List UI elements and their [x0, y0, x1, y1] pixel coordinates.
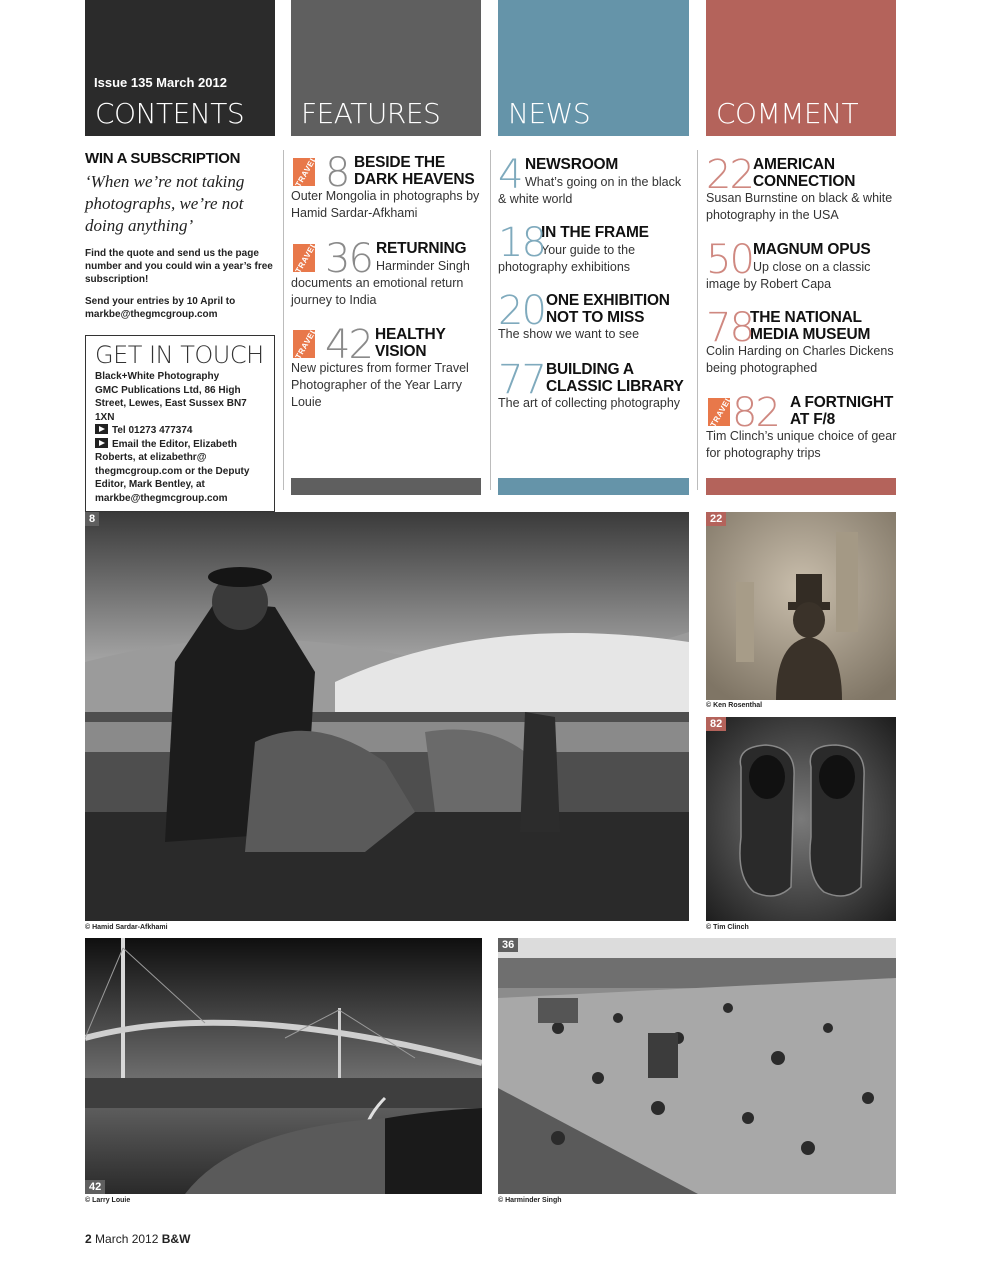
comment-title: MAGNUM OPUS: [753, 241, 871, 258]
news-desc: The show we want to see: [498, 327, 640, 341]
news-item[interactable]: [498, 357, 698, 412]
page-number: 78: [706, 305, 753, 351]
photo-shoes[interactable]: [706, 717, 896, 921]
subscription-text: Find the quote and send us the page number and you could win a year’s free subscription!: [85, 248, 273, 285]
comment-desc: Colin Harding on Charles Dickens being photographed: [706, 344, 894, 375]
feature-title: RETURNING: [376, 240, 467, 257]
page-number: 8: [325, 150, 349, 196]
photo-credit: © Larry Louie: [85, 1197, 131, 1204]
mongolia-photo-image: [85, 512, 689, 921]
shoes-photo-image: [706, 717, 896, 921]
photo-page-number: 82: [706, 717, 726, 731]
news-item[interactable]: [498, 288, 698, 343]
feature-desc-inline: Harminder Singh: [376, 259, 470, 273]
comment-desc: Susan Burnstine on black & white photography in the USA: [706, 191, 893, 222]
folio-page-number: 2: [85, 1232, 92, 1246]
comment-title: COMMENT: [716, 97, 859, 130]
travel-tag: TRAVEL: [708, 394, 734, 429]
photo-page-number: 22: [706, 512, 726, 526]
get-in-touch-box: [85, 335, 275, 512]
page-number: 4: [498, 152, 522, 198]
page-number: 42: [325, 322, 372, 368]
issue-label: Issue 135 March 2012: [94, 75, 227, 90]
comment-title: A FORTNIGHT AT F/8: [790, 394, 894, 428]
comment-title: AMERICAN CONNECTION: [753, 156, 856, 190]
contents-column: [85, 150, 277, 512]
photo-credit: © Harminder Singh: [498, 1197, 562, 1204]
news-desc: The art of collecting photography: [498, 396, 681, 410]
subscription-quote: ‘When we’re not taking photographs, we’re not doing anything’: [85, 172, 245, 235]
folio-brand: B&W: [161, 1232, 191, 1246]
travel-tag: TRAVEL: [293, 326, 319, 361]
photo-mongolia[interactable]: [85, 512, 689, 921]
email-arrow-icon: [95, 438, 108, 448]
features-header: [291, 0, 481, 136]
news-item[interactable]: [498, 220, 698, 276]
photo-page-number: 8: [85, 512, 99, 526]
subscription-title: WIN A SUBSCRIPTION: [85, 150, 241, 167]
news-title: NEWS: [508, 97, 591, 130]
photo-credit: © Tim Clinch: [706, 924, 749, 931]
comment-header: [706, 0, 896, 136]
news-title: ONE EXHIBITION NOT TO MISS: [546, 292, 670, 326]
feature-item[interactable]: [291, 150, 491, 222]
contents-title: CONTENTS: [95, 97, 245, 130]
features-title: FEATURES: [301, 97, 441, 130]
photo-street[interactable]: [498, 938, 896, 1194]
photo-bridge[interactable]: [85, 938, 482, 1194]
get-in-touch-title: GET IN TOUCH: [95, 341, 264, 369]
comment-desc: image by Robert Capa: [706, 277, 832, 291]
photo-shadow[interactable]: [706, 512, 896, 700]
news-desc-inline: Your guide to the: [541, 243, 636, 257]
page-number: 82: [732, 390, 779, 436]
page-number: 50: [706, 237, 753, 283]
news-desc-inline: What’s going on in the black: [525, 175, 682, 189]
feature-desc: documents an emotional return journey to India: [291, 276, 464, 307]
contents-header: [85, 0, 275, 136]
magazine-name: Black+White Photography: [95, 371, 220, 382]
feature-item[interactable]: [291, 236, 491, 309]
page-number: 22: [706, 152, 753, 198]
shadow-photo-image: [706, 512, 896, 700]
subscription-deadline: Send your entries by 10 April to markbe@thegmcgroup.com: [85, 296, 236, 320]
comment-desc-inline: Up close on a classic: [753, 260, 871, 274]
photo-page-number: 42: [85, 1180, 105, 1194]
news-title: NEWSROOM: [525, 156, 619, 173]
comment-bar: [706, 478, 896, 495]
publisher-address: GMC Publications Ltd, 86 High Street, Lewes, East Sussex BN7 1XN: [95, 384, 247, 423]
news-bar: [498, 478, 689, 495]
page-number: 18: [498, 220, 545, 266]
street-photo-image: [498, 938, 896, 1194]
folio-date: March 2012: [95, 1232, 159, 1246]
features-bar: [291, 478, 481, 495]
news-desc: & white world: [498, 192, 573, 206]
page-number: 77: [498, 357, 545, 403]
news-title: BUILDING A CLASSIC LIBRARY: [546, 361, 684, 395]
feature-item[interactable]: [291, 322, 491, 411]
feature-title: BESIDE THE DARK HEAVENS: [354, 154, 475, 188]
news-item[interactable]: [498, 152, 698, 208]
photo-page-number: 36: [498, 938, 518, 952]
feature-title: HEALTHY VISION: [375, 326, 446, 360]
phone-arrow-icon: [95, 424, 108, 434]
news-header: [498, 0, 689, 136]
comment-item[interactable]: [706, 237, 906, 293]
news-desc: photography exhibitions: [498, 260, 631, 274]
page-number: 36: [325, 236, 372, 282]
comment-title: THE NATIONAL MEDIA MUSEUM: [750, 309, 871, 343]
column-divider: [283, 150, 284, 490]
telephone: Tel 01273 477374: [95, 424, 267, 438]
feature-desc: Outer Mongolia in photographs by Hamid Sardar-Afkhami: [291, 189, 480, 220]
bridge-photo-image: [85, 938, 482, 1194]
comment-item[interactable]: [706, 390, 906, 462]
comment-desc: Tim Clinch’s unique choice of gear for photography trips: [706, 429, 897, 460]
news-title: IN THE FRAME: [541, 224, 649, 241]
photo-credit: © Hamid Sardar-Afkhami: [85, 924, 168, 931]
comment-item[interactable]: [706, 305, 906, 377]
page-number: 20: [498, 288, 545, 334]
feature-desc: New pictures from former Travel Photographer of the Year Larry Louie: [291, 361, 469, 409]
comment-item[interactable]: [706, 152, 906, 224]
page-folio: [85, 1232, 190, 1246]
travel-tag: TRAVEL: [293, 154, 319, 189]
photo-credit: © Ken Rosenthal: [706, 702, 763, 709]
travel-tag: TRAVEL: [293, 240, 319, 275]
email-info: Email the Editor, Elizabeth Roberts, at elizabethr@ thegmcgroup.com or the Deputy Editor, Mark Bentley, at markbe@thegmcgroup.com: [95, 438, 250, 504]
